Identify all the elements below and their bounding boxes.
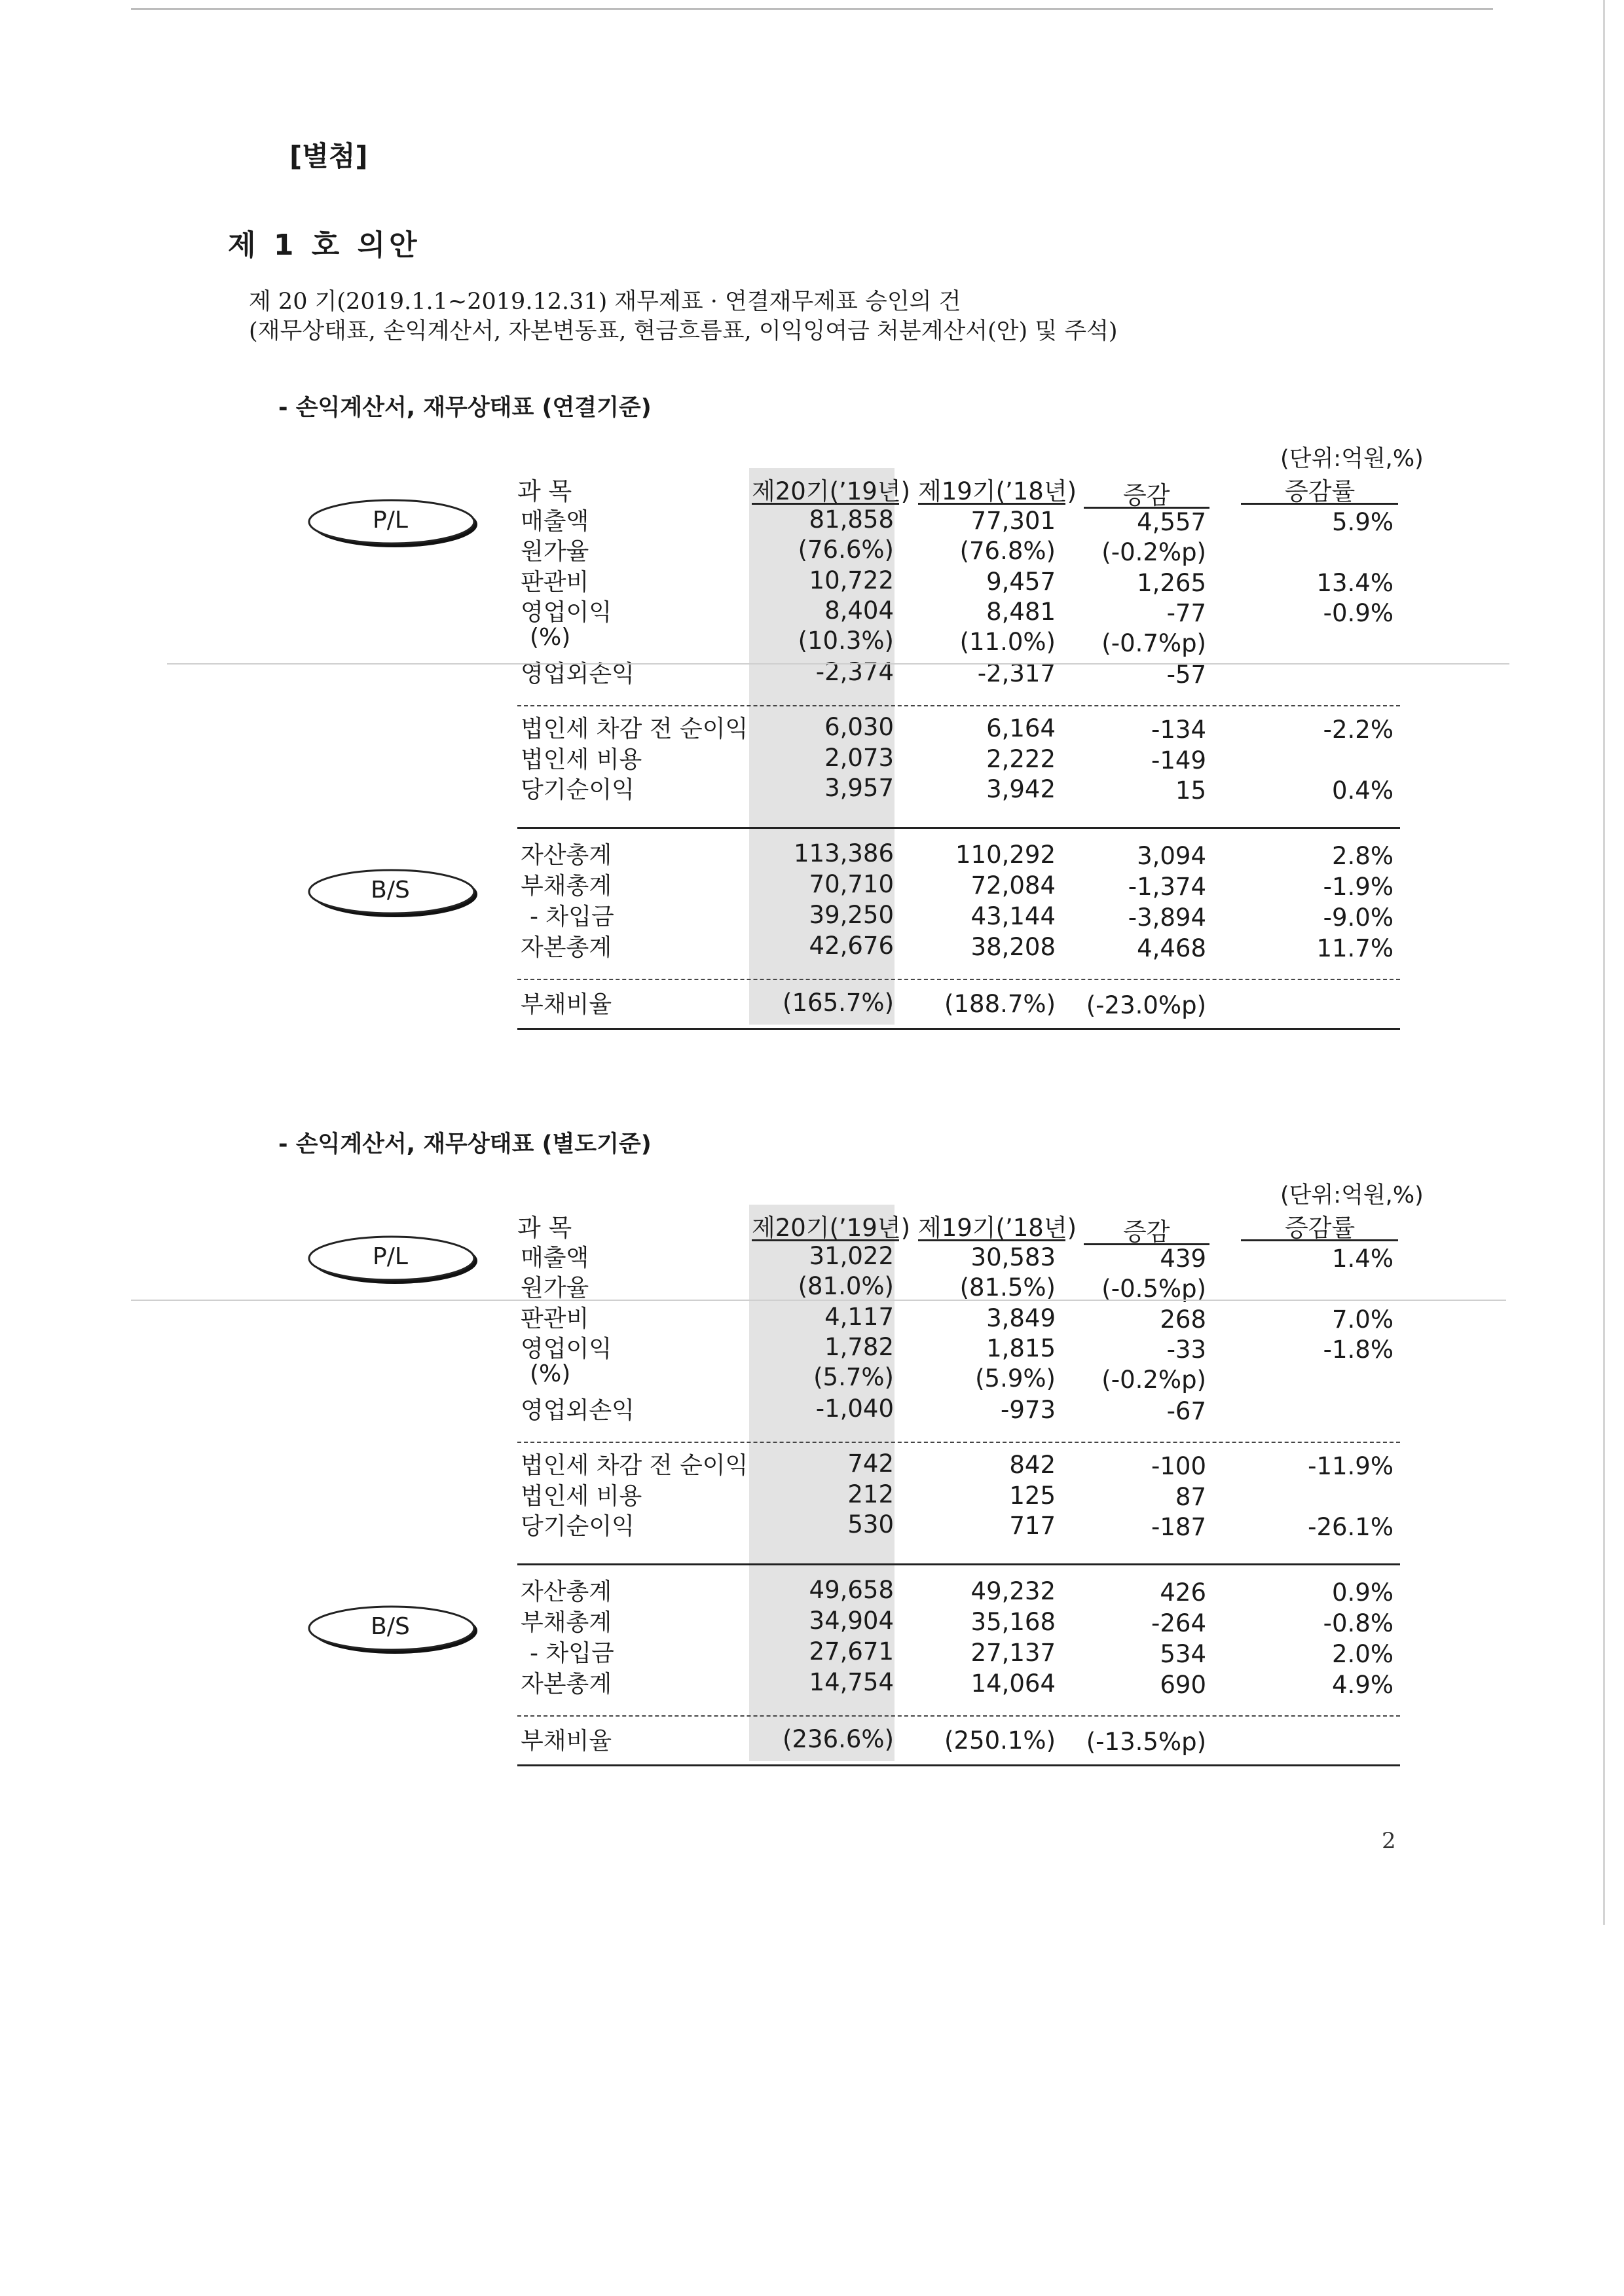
table2-row-sales-change: 439 [1160, 1245, 1206, 1273]
table2-row-debt-ratio-current: (236.6%) [783, 1725, 894, 1753]
table1-row-total-equity-current: 42,676 [809, 932, 894, 960]
table2-row-sales-rate: 1.4% [1332, 1245, 1393, 1273]
table2-bs-dashed-separator [517, 1715, 1400, 1717]
table2-row-operating-income-current: 1,782 [824, 1333, 894, 1361]
table2-row-sga-previous: 3,849 [986, 1304, 1056, 1332]
table2-row-total-assets-rate: 0.9% [1332, 1578, 1393, 1607]
table2-row-total-assets-change: 426 [1160, 1578, 1206, 1607]
scan-right-edge [1603, 0, 1605, 1925]
table2-row-operating-income-previous: 1,815 [986, 1334, 1056, 1362]
table2-row-net-income-change: -187 [1151, 1513, 1206, 1541]
table1-row-debt-ratio-change: (-23.0%p) [1086, 991, 1206, 1019]
table1-row-net-income-change: 15 [1175, 776, 1206, 805]
table2-header-underline-rate [1241, 1239, 1398, 1241]
table2-header-underline-current [752, 1239, 899, 1241]
table2-row-net-income-current: 530 [847, 1510, 894, 1539]
table2-row-total-equity-label: 자본총계 [521, 1671, 612, 1698]
table2-row-cost-ratio-current: (81.0%) [798, 1272, 894, 1300]
table2-row-operating-margin-change: (-0.2%p) [1101, 1366, 1206, 1394]
table2-row-sga-change: 268 [1160, 1305, 1206, 1334]
table1-row-debt-ratio-current: (165.7%) [783, 989, 894, 1017]
table1-row-total-assets-change: 3,094 [1137, 842, 1206, 870]
table1-row-net-income-label: 당기순이익 [521, 776, 635, 803]
table1-row-sales-current: 81,858 [809, 505, 894, 534]
table1-header-current: 제20기(’19년) [752, 477, 911, 505]
table2-row-debt-ratio-previous: (250.1%) [944, 1726, 1056, 1755]
table2-row-cost-ratio-previous: (81.5%) [959, 1273, 1056, 1302]
table1-row-total-equity-rate: 11.7% [1316, 934, 1393, 962]
table1-header-underline-current [752, 503, 899, 505]
table1-header-rate: 증감률 [1285, 477, 1356, 505]
table2-row-net-income-previous: 717 [1009, 1512, 1056, 1540]
table1-row-operating-income-previous: 8,481 [986, 598, 1056, 626]
table1-row-total-liabilities-label: 부채총계 [521, 873, 612, 900]
table1-header-previous: 제19기(’18년) [918, 477, 1077, 505]
table1-row-debt-ratio-previous: (188.7%) [944, 990, 1056, 1018]
table2-bs-badge-label: B/S [371, 1613, 410, 1640]
table1-row-total-assets-previous: 110,292 [955, 841, 1056, 869]
table2-header-change: 증감 [1123, 1218, 1170, 1246]
table2-row-operating-income-change: -33 [1166, 1336, 1206, 1364]
table1-bs-dashed-separator [517, 979, 1400, 980]
table1-bs-badge-label: B/S [371, 877, 410, 903]
table2-row-income-tax-change: 87 [1175, 1483, 1206, 1511]
table2-row-net-income-rate: -26.1% [1308, 1513, 1393, 1541]
table1-row-cost-ratio-previous: (76.8%) [959, 537, 1056, 565]
table1-header-change: 증감 [1123, 481, 1170, 509]
table1-row-sga-rate: 13.4% [1316, 569, 1393, 597]
table1-row-sales-rate: 5.9% [1332, 508, 1393, 536]
table2-row-operating-margin-previous: (5.9%) [975, 1364, 1056, 1393]
table2-row-non-operating-change: -67 [1166, 1397, 1206, 1425]
table1-row-pretax-income-rate: -2.2% [1323, 716, 1393, 744]
table1-row-net-income-rate: 0.4% [1332, 776, 1393, 805]
table2-row-borrowings-rate: 2.0% [1332, 1640, 1393, 1668]
table1-row-cost-ratio-label: 원가율 [521, 538, 589, 565]
table2-pl-bs-separator [517, 1563, 1400, 1565]
table2-row-income-tax-label: 법인세 비용 [521, 1483, 642, 1510]
table1-row-total-assets-label: 자산총계 [521, 842, 612, 869]
table2-row-pretax-income-change: -100 [1151, 1452, 1206, 1480]
table1-row-total-liabilities-change: -1,374 [1128, 873, 1206, 901]
table1-row-total-liabilities-rate: -1.9% [1323, 873, 1393, 901]
table1-row-sales-label: 매출액 [521, 508, 589, 535]
table1-row-operating-margin-change: (-0.7%p) [1101, 629, 1206, 657]
table2-row-total-assets-current: 49,658 [809, 1576, 894, 1604]
table1-row-income-tax-label: 법인세 비용 [521, 746, 642, 773]
table1-section-title: - 손익계산서, 재무상태표 (연결기준) [278, 395, 652, 421]
table2-row-total-liabilities-change: -264 [1151, 1609, 1206, 1637]
table1-row-total-assets-current: 113,386 [793, 839, 894, 867]
table2-header-rate: 증감률 [1285, 1214, 1356, 1242]
table2-row-cost-ratio-change: (-0.5%p) [1101, 1275, 1206, 1303]
table2-row-sga-label: 판관비 [521, 1305, 589, 1332]
table1-row-total-equity-label: 자본총계 [521, 934, 612, 961]
table1-pl-dashed-separator [517, 705, 1400, 706]
table1-row-sga-previous: 9,457 [986, 568, 1056, 596]
table2-row-operating-income-label: 영업이익 [521, 1336, 612, 1362]
table1-row-sales-previous: 77,301 [970, 507, 1056, 535]
attachment-label: [별첨] [289, 140, 368, 172]
table1-row-cost-ratio-current: (76.6%) [798, 536, 894, 564]
table2-row-non-operating-current: -1,040 [815, 1394, 894, 1423]
table2-row-total-liabilities-label: 부채총계 [521, 1609, 612, 1636]
table1-row-total-liabilities-current: 70,710 [809, 870, 894, 898]
table2-row-debt-ratio-change: (-13.5%p) [1086, 1728, 1206, 1756]
table2-row-borrowings-label: - 차입금 [530, 1640, 614, 1667]
table2-pl-dashed-separator [517, 1442, 1400, 1443]
table1-pl-badge-label: P/L [373, 507, 408, 534]
table2-row-income-tax-previous: 125 [1009, 1482, 1056, 1510]
scan-top-border [131, 8, 1493, 10]
table1-row-sga-label: 판관비 [521, 569, 589, 596]
page-number: 2 [1382, 1828, 1396, 1854]
table2-row-pretax-income-previous: 842 [1009, 1451, 1056, 1479]
scan-artifact-line-2 [131, 1300, 1506, 1301]
table1-row-borrowings-label: - 차입금 [530, 903, 614, 930]
table1-row-income-tax-previous: 2,222 [986, 745, 1056, 773]
table2-row-total-equity-change: 690 [1160, 1671, 1206, 1699]
table1-header-underline-rate [1241, 503, 1398, 505]
table2-bottom-rule [517, 1764, 1400, 1766]
table2-row-total-liabilities-rate: -0.8% [1323, 1609, 1393, 1637]
table1-row-debt-ratio-label: 부채비율 [521, 991, 612, 1018]
table2-row-operating-margin-label: (%) [530, 1360, 571, 1387]
table1-row-operating-income-rate: -0.9% [1323, 599, 1393, 627]
table2-row-operating-margin-current: (5.7%) [813, 1363, 894, 1391]
agenda-title: 제 1 호 의안 [228, 228, 421, 262]
table1-row-borrowings-previous: 43,144 [970, 902, 1056, 930]
table1-row-net-income-previous: 3,942 [986, 775, 1056, 803]
table1-bottom-rule [517, 1028, 1400, 1030]
table2-row-borrowings-previous: 27,137 [970, 1639, 1056, 1667]
table1-unit-note: (단위:억원,%) [1280, 446, 1424, 472]
table2-section-title: - 손익계산서, 재무상태표 (별도기준) [278, 1131, 652, 1157]
table2-row-total-equity-previous: 14,064 [970, 1669, 1056, 1698]
table1-row-borrowings-rate: -9.0% [1323, 903, 1393, 932]
table2-pl-badge-label: P/L [373, 1243, 408, 1270]
agenda-description-line2: (재무상태표, 손익계산서, 자본변동표, 현금흐름표, 이익잉여금 처분계산서(안) 및 주석) [249, 318, 1118, 344]
table2-row-cost-ratio-label: 원가율 [521, 1275, 589, 1302]
table1-row-income-tax-change: -149 [1151, 746, 1206, 774]
table2-row-borrowings-current: 27,671 [809, 1637, 894, 1666]
table1-row-borrowings-current: 39,250 [809, 901, 894, 929]
table1-row-non-operating-previous: -2,317 [977, 659, 1056, 687]
table2-row-total-liabilities-previous: 35,168 [970, 1608, 1056, 1636]
table1-pl-bs-separator [517, 827, 1400, 829]
table1-row-pretax-income-label: 법인세 차감 전 순이익 [521, 716, 748, 742]
table2-header-current: 제20기(’19년) [752, 1214, 911, 1242]
table1-row-non-operating-label: 영업외손익 [521, 661, 635, 687]
agenda-description-line1: 제 20 기(2019.1.1~2019.12.31) 재무제표 · 연결재무제표 승인의 건 [249, 289, 961, 315]
table1-row-operating-income-current: 8,404 [824, 596, 894, 625]
scan-artifact-line-1 [167, 663, 1509, 665]
table2-row-debt-ratio-label: 부채비율 [521, 1728, 612, 1755]
table1-row-operating-margin-current: (10.3%) [798, 627, 894, 655]
table1-row-total-equity-previous: 38,208 [970, 933, 1056, 961]
table2-row-total-assets-label: 자산총계 [521, 1578, 612, 1605]
table2-row-pretax-income-label: 법인세 차감 전 순이익 [521, 1452, 748, 1479]
table1-row-total-liabilities-previous: 72,084 [970, 871, 1056, 900]
table2-row-total-liabilities-current: 34,904 [809, 1607, 894, 1635]
table2-row-net-income-label: 당기순이익 [521, 1513, 635, 1540]
table1-row-non-operating-current: -2,374 [815, 658, 894, 686]
table2-row-total-equity-current: 14,754 [809, 1668, 894, 1696]
table2-row-total-equity-rate: 4.9% [1332, 1671, 1393, 1699]
table2-row-operating-income-rate: -1.8% [1323, 1336, 1393, 1364]
table1-header-item: 과 목 [517, 477, 572, 505]
table2-row-pretax-income-current: 742 [847, 1449, 894, 1478]
table1-row-income-tax-current: 2,073 [824, 744, 894, 772]
table2-row-sga-current: 4,117 [824, 1303, 894, 1331]
table1-row-pretax-income-change: -134 [1151, 716, 1206, 744]
table2-row-total-assets-previous: 49,232 [970, 1577, 1056, 1605]
table1-row-operating-income-label: 영업이익 [521, 599, 612, 626]
table1-row-pretax-income-previous: 6,164 [986, 714, 1056, 742]
table1-row-sga-current: 10,722 [809, 566, 894, 594]
table1-row-borrowings-change: -3,894 [1128, 903, 1206, 932]
table2-header-underline-previous [918, 1239, 1065, 1241]
table1-row-sales-change: 4,557 [1137, 508, 1206, 536]
table1-row-pretax-income-current: 6,030 [824, 713, 894, 741]
table1-row-non-operating-change: -57 [1166, 661, 1206, 689]
table2-row-sales-previous: 30,583 [970, 1243, 1056, 1271]
table1-row-net-income-current: 3,957 [824, 774, 894, 802]
table2-unit-note: (단위:억원,%) [1280, 1182, 1424, 1209]
table2-row-pretax-income-rate: -11.9% [1308, 1452, 1393, 1480]
table1-row-total-assets-rate: 2.8% [1332, 842, 1393, 870]
table1-row-cost-ratio-change: (-0.2%p) [1101, 538, 1206, 566]
table1-row-operating-income-change: -77 [1166, 599, 1206, 627]
table2-header-previous: 제19기(’18년) [918, 1214, 1077, 1242]
table2-row-non-operating-label: 영업외손익 [521, 1397, 635, 1424]
table2-row-income-tax-current: 212 [847, 1480, 894, 1508]
table1-row-operating-margin-previous: (11.0%) [959, 628, 1056, 656]
table2-row-borrowings-change: 534 [1160, 1640, 1206, 1668]
table2-header-item: 과 목 [517, 1214, 572, 1242]
table1-row-operating-margin-label: (%) [530, 624, 571, 651]
table1-header-underline-previous [918, 503, 1065, 505]
table2-row-sga-rate: 7.0% [1332, 1305, 1393, 1334]
table1-row-total-equity-change: 4,468 [1137, 934, 1206, 962]
table2-row-sales-current: 31,022 [809, 1242, 894, 1270]
table2-row-non-operating-previous: -973 [1001, 1396, 1056, 1424]
table1-row-sga-change: 1,265 [1137, 569, 1206, 597]
table2-row-sales-label: 매출액 [521, 1245, 589, 1271]
